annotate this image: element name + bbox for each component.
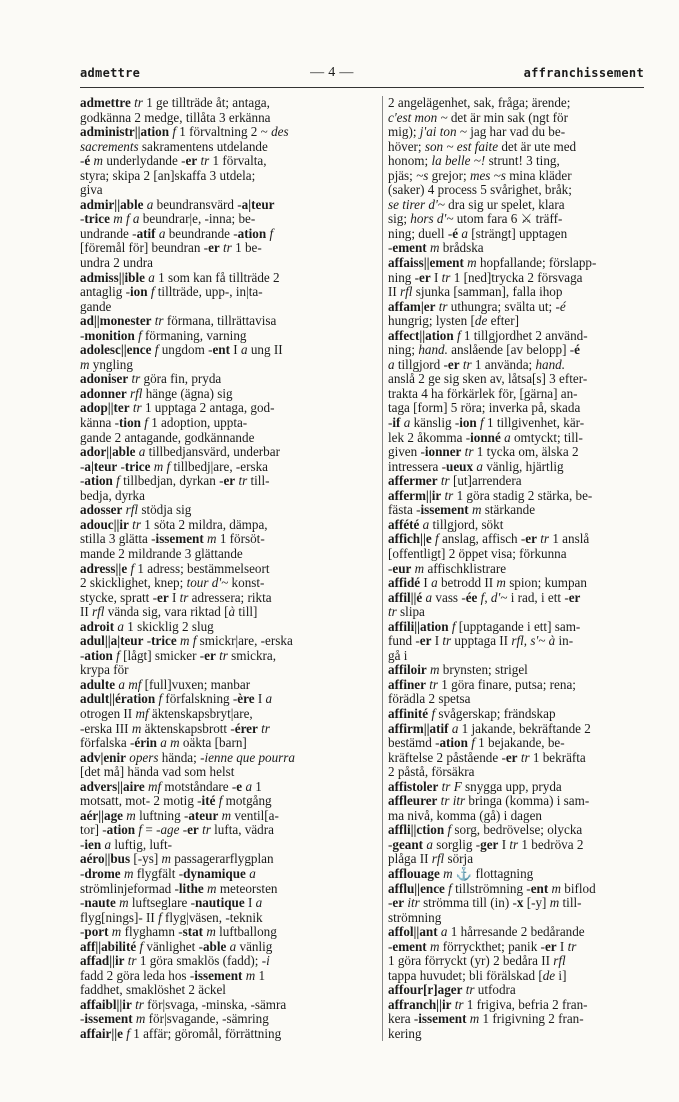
dictionary-line: förfalska -érin a m oäkta [barn] <box>80 736 247 751</box>
dictionary-line: plåga II rfl sörja <box>388 852 474 867</box>
dictionary-line: -ation f tillbedjan, dyrkan -er tr till- <box>80 474 270 489</box>
dictionary-line: affich||e f anslag, affisch -er tr 1 anslå <box>388 532 590 547</box>
dictionary-line: affil||é a vass -ée f, d'~ i rad, i ett -er <box>388 590 581 605</box>
dictionary-line: -if a känslig -ion f 1 tillgivenhet, kär- <box>388 416 585 431</box>
dictionary-line: [det må] hända vad som helst <box>80 765 235 780</box>
dictionary-line: affistoler tr F snygga upp, pryda <box>388 779 562 794</box>
dictionary-line: [föremål för] beundran -er tr 1 be- <box>80 241 262 256</box>
dictionary-line: honom; la belle ~! strunt! 3 ting, <box>388 154 560 169</box>
dictionary-line: affaibl||ir tr för|svaga, -minska, -sämra <box>80 997 287 1012</box>
dictionary-line: adress||e f 1 adress; bestämmelseort <box>80 561 270 576</box>
dictionary-line: admettre tr 1 ge tillträde åt; antaga, <box>80 96 270 110</box>
dictionary-line: flyg[nings]- II f flyg|väsen, -teknik <box>80 910 263 925</box>
dictionary-line: gå i <box>388 648 408 663</box>
dictionary-line: sacrements sakramentens utdelande <box>80 139 268 154</box>
dictionary-line: -drome m flygfält -dynamique a <box>80 866 256 881</box>
dictionary-line: gande <box>80 299 112 314</box>
dictionary-line: 1 göra förryckt (yr) 2 bedåra II rfl <box>388 954 566 969</box>
dictionary-line: affiloir m brynsten; strigel <box>388 663 528 678</box>
dictionary-line: taga [form] 5 röra; inverka på, skada <box>388 401 581 416</box>
dictionary-line: 2 påstå, försäkra <box>388 765 475 780</box>
dictionary-line: tappa huvudet; bli förälskad [de i] <box>388 968 567 983</box>
dictionary-line: gande 2 antagande, godkännande <box>80 430 255 445</box>
dictionary-line: faddhet, smaklöshet 2 äckel <box>80 983 226 998</box>
dictionary-line: höver; son ~ est faite det är ute med <box>388 139 577 154</box>
dictionary-line: m yngling <box>80 357 133 372</box>
dictionary-line: administr||ation f 1 förvaltning 2 ~ des <box>80 125 289 140</box>
dictionary-line: -erska III m äktenskapsbrott -érer tr <box>80 721 270 736</box>
header-rule <box>80 87 644 88</box>
dictionary-line: adolesc||ence f ungdom -ent I a ung II <box>80 343 283 358</box>
right-column <box>388 96 672 1042</box>
dictionary-line: aéro||bus [-ys] m passagerarflygplan <box>80 852 274 867</box>
dictionary-line: tor] -ation f = -age -er tr lufta, vädra <box>80 823 274 838</box>
dictionary-line: adulte a mf [full]vuxen; manbar <box>80 677 251 692</box>
dictionary-line: -ement m förryckthet; panik -er I tr <box>388 939 577 954</box>
dictionary-line: affranch||ir tr 1 frigiva, befria 2 fran- <box>388 997 588 1012</box>
dictionary-line: II rfl sjunka [samman], falla ihop <box>388 285 563 300</box>
dictionary-line: hungrig; lysten [de efter] <box>388 314 520 329</box>
dictionary-line: otrogen II mf äktenskapsbryt|are, <box>80 706 253 721</box>
dictionary-line: adult||ération f förfalskning -ère I a <box>80 692 273 707</box>
dictionary-line: kering <box>388 1027 422 1041</box>
dictionary-line: affiner tr 1 göra finare, putsa; rena; <box>388 677 576 692</box>
dictionary-line: affour[r]ager tr utfodra <box>388 983 516 998</box>
dictionary-line: affété a tillgjord, sökt <box>388 517 504 532</box>
dictionary-line: -é m underlydande -er tr 1 förvalta, <box>80 154 267 169</box>
dictionary-line: strömlinjeformad -lithe m meteorsten <box>80 881 278 896</box>
dictionary-line: ning; hand. anslående [av belopp] -é <box>388 343 580 358</box>
left-column <box>80 96 364 1042</box>
dictionary-line: stycke, spratt -er I tr adressera; rikta <box>80 590 272 605</box>
dictionary-line: fund -er I tr upptaga II rfl, s'~ à in- <box>388 634 574 649</box>
dictionary-line: adv|enir opers hända; -ienne que pourra <box>80 750 295 765</box>
dictionary-line: -trice m f a beundrar|e, -inna; be- <box>80 212 256 227</box>
dictionary-line: aér||age m luftning -ateur m ventil[a- <box>80 808 279 823</box>
page-number: — 4 — <box>310 65 354 80</box>
left-guide-word: admettre <box>80 66 141 80</box>
page-header <box>80 64 644 82</box>
dictionary-line: 2 skicklighet, knep; tour d'~ konst- <box>80 576 265 591</box>
column-divider <box>382 96 383 1041</box>
dictionary-line: affol||ant a 1 hårresande 2 bedårande <box>388 925 585 940</box>
dictionary-line: admiss||ible a 1 som kan få tillträde 2 <box>80 270 280 285</box>
dictionary-line: förädla 2 spetsa <box>388 692 471 707</box>
dictionary-line: kera -issement m 1 frigivning 2 fran- <box>388 1012 584 1027</box>
dictionary-line: affair||e f 1 affär; göromål, förrättning <box>80 1027 282 1041</box>
dictionary-line: affect||ation f 1 tillgjordhet 2 använd- <box>388 328 588 343</box>
dictionary-line: antaglig -ion f tillträde, upp-, in|ta- <box>80 285 263 300</box>
dictionary-line: ning -er I tr 1 [ned]trycka 2 försvaga <box>388 270 583 285</box>
dictionary-line: motsatt, mot- 2 motig -ité f motgång <box>80 794 272 809</box>
dictionary-line: adul||a|teur -trice m f smickr|are, -erska <box>80 634 293 649</box>
dictionary-line: [offentligt] 2 öppet visa; förkunna <box>388 546 567 561</box>
dictionary-line: trakta 4 ha förkärlek för, [gärna] an- <box>388 386 578 401</box>
dictionary-line: a tillgjord -er tr 1 använda; hand. <box>388 357 566 372</box>
right-guide-word: affranchissement <box>523 66 644 80</box>
dictionary-line: -port m flyghamn -stat m luftballong <box>80 925 277 940</box>
dictionary-line: -issement m för|svagande, -sämring <box>80 1012 269 1027</box>
dictionary-line: strömning <box>388 910 442 925</box>
dictionary-line: undra 2 undra <box>80 256 153 271</box>
dictionary-line: affli||ction f sorg, bedrövelse; olycka <box>388 823 583 838</box>
dictionary-line: aff||abilité f vänlighet -able a vänlig <box>80 939 273 954</box>
dictionary-line: c'est mon ~ det är min sak (ngt för <box>388 110 568 125</box>
dictionary-line: affinité f svågerskap; frändskap <box>388 706 556 721</box>
dictionary-line: godkänna 2 medge, tillåta 3 erkänna <box>80 110 271 125</box>
dictionary-line: -ement m brådska <box>388 241 484 256</box>
dictionary-line: given -ionner tr 1 tycka om, älska 2 <box>388 445 579 460</box>
dictionary-line: -a|teur -trice m f tillbedj|are, -erska <box>80 459 269 474</box>
dictionary-line: kräftelse 2 påstående -er tr 1 bekräfta <box>388 750 586 765</box>
dictionary-line: intressera -ueux a vänlig, hjärtlig <box>388 459 564 474</box>
dictionary-line: adoniser tr göra fin, pryda <box>80 372 222 387</box>
dictionary-line: mig); j'ai ton ~ jag har vad du be- <box>388 125 566 140</box>
dictionary-line: stilla 3 glätta -issement m 1 försöt- <box>80 532 265 547</box>
dictionary-line: fästa -issement m stärkande <box>388 503 536 518</box>
dictionary-line: -eur m affischklistrare <box>388 561 507 576</box>
dictionary-line: giva <box>80 183 103 198</box>
dictionary-line: advers||aire mf motståndare -e a 1 <box>80 779 262 794</box>
dictionary-line: tr slipa <box>388 605 425 620</box>
dictionary-line: krypa för <box>80 663 129 678</box>
dictionary-line: adop||ter tr 1 upptaga 2 antaga, god- <box>80 401 275 416</box>
dictionary-line: -naute m luftseglare -nautique I a <box>80 896 263 911</box>
dictionary-line: -geant a sorglig -ger I tr 1 bedröva 2 <box>388 837 584 852</box>
dictionary-line: lek 2 åkomma -ionné a omtyckt; till- <box>388 430 583 445</box>
dictionary-line: afferm||ir tr 1 göra stadig 2 stärka, be- <box>388 488 593 503</box>
dictionary-line: affirm||atif a 1 jakande, bekräftande 2 <box>388 721 591 736</box>
dictionary-line: känna -tion f 1 adoption, uppta- <box>80 416 248 431</box>
dictionary-line: ning; duell -é a [strängt] upptagen <box>388 226 568 241</box>
dictionary-line: affaiss||ement m hopfallande; förslapp- <box>388 256 597 271</box>
dictionary-line: ad||monester tr förmana, tillrättavisa <box>80 314 277 329</box>
dictionary-line: mande 2 mildrande 3 glättande <box>80 546 243 561</box>
dictionary-line: (saker) 4 process 5 svårighet, bråk; <box>388 183 572 198</box>
dictionary-line: affam|er tr uthungra; svälta ut; -é <box>388 299 566 314</box>
dictionary-line: affad||ir tr 1 göra smaklös (fadd); -i <box>80 954 270 969</box>
dictionary-line: 2 angelägenhet, sak, fråga; ärende; <box>388 96 571 110</box>
dictionary-line: fadd 2 göra leda hos -issement m 1 <box>80 968 266 983</box>
dictionary-line: bedja, dyrka <box>80 488 145 503</box>
dictionary-line: -ien a luftig, luft- <box>80 837 173 852</box>
dictionary-line: ma nivå, komma (gå) i dagen <box>388 808 542 823</box>
dictionary-line: II rfl vända sig, vara riktad [à till] <box>80 605 258 620</box>
dictionary-line: affermer tr [ut]arrendera <box>388 474 522 489</box>
dictionary-line: -er itr strömma till (in) -x [-y] m till- <box>388 896 582 911</box>
dictionary-line: undrande -atif a beundrande -ation f <box>80 226 274 241</box>
dictionary-line: affili||ation f [upptagande i ett] sam- <box>388 619 581 634</box>
dictionary-line: -monition f förmaning, varning <box>80 328 247 343</box>
dictionary-line: styra; skipa 2 [an]skaffa 3 utdela; <box>80 168 256 183</box>
dictionary-line: bestämd -ation f 1 bejakande, be- <box>388 736 565 751</box>
dictionary-line: affidé I a betrodd II m spion; kumpan <box>388 576 587 591</box>
dictionary-line: adonner rfl hänge (ägna) sig <box>80 386 233 401</box>
dictionary-line: adroit a 1 skicklig 2 slug <box>80 619 214 634</box>
dictionary-line: adouc||ir tr 1 söta 2 mildra, dämpa, <box>80 517 268 532</box>
dictionary-line: affleurer tr itr bringa (komma) i sam- <box>388 794 590 809</box>
dictionary-line: anslå 2 ge sig sken av, låtsa[s] 3 efter- <box>388 372 588 387</box>
dictionary-line: -ation f [lågt] smicker -er tr smickra, <box>80 648 277 663</box>
dictionary-line: adosser rfl stödja sig <box>80 503 192 518</box>
dictionary-line: se tirer d'~ dra sig ur spelet, klara <box>388 197 565 212</box>
dictionary-line: afflu||ence f tillströmning -ent m biflod <box>388 881 596 896</box>
dictionary-line: admir||able a beundransvärd -a|teur <box>80 197 275 212</box>
dictionary-line: afflouage m ⚓ flottagning <box>388 866 534 881</box>
dictionary-line: pjäs; ~s grejor; mes ~s mina kläder <box>388 168 572 183</box>
dictionary-line: ador||able a tillbedjansvärd, underbar <box>80 445 280 460</box>
dictionary-line: sig; hors d'~ utom fara 6 ⚔ träff- <box>388 212 563 227</box>
